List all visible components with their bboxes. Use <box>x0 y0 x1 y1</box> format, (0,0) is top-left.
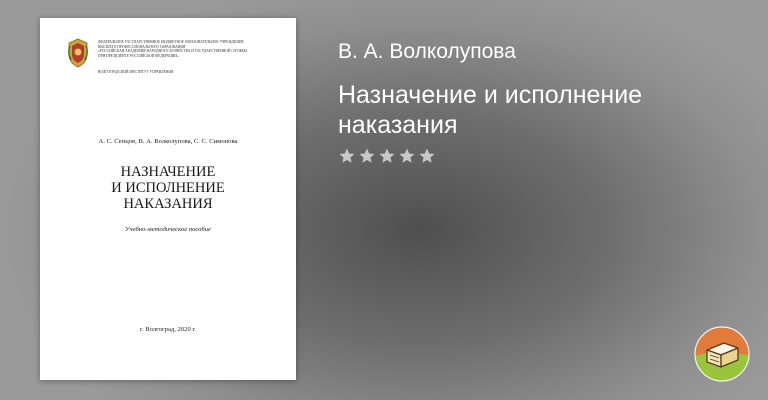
star-icon[interactable] <box>358 147 376 165</box>
cover-header-text: ФЕДЕРАЛЬНОЕ ГОСУДАРСТВЕННОЕ БЮДЖЕТНОЕ ОБРАЗОВАТЕЛЬНОЕ УЧРЕЖДЕНИЕ ВЫСШЕГО ПРОФЕССИОНАЛЬНОГО ОБРАЗОВАНИЯ «РОССИЙСКАЯ АКАДЕМИЯ НАРОДНОГО ХОЗЯЙСТВА И ГОСУДАРСТВЕННОЙ СЛУЖБЫ ПРИ ПРЕЗИДЕНТЕ РОССИЙСКОЙ ФЕДЕРАЦИИ» <box>98 40 248 58</box>
author-name[interactable]: В. А. Волколупова <box>338 40 516 63</box>
cover-institute: ВОЛГОГРАДСКИЙ ИНСТИТУТ УПРАВЛЕНИЯ <box>98 70 174 74</box>
star-icon[interactable] <box>418 147 436 165</box>
star-icon[interactable] <box>378 147 396 165</box>
book-logo-icon[interactable] <box>694 326 750 382</box>
cover-city-year: г. Волгоград, 2020 г. <box>139 326 197 333</box>
rating-stars[interactable] <box>338 147 436 167</box>
star-icon[interactable] <box>338 147 356 165</box>
emblem-icon <box>66 38 90 68</box>
cover-title: НАЗНАЧЕНИЕ И ИСПОЛНЕНИЕ НАКАЗАНИЯ <box>111 164 225 212</box>
book-cover <box>40 18 296 380</box>
cover-authors: А. С. Сенцов, В. А. Волколупова, С. С. Симонова <box>98 138 238 145</box>
book-title[interactable]: Назначение и исполнение наказания <box>338 81 643 139</box>
star-icon[interactable] <box>398 147 416 165</box>
cover-subtitle: Учебно-методическое пособие <box>125 226 211 233</box>
